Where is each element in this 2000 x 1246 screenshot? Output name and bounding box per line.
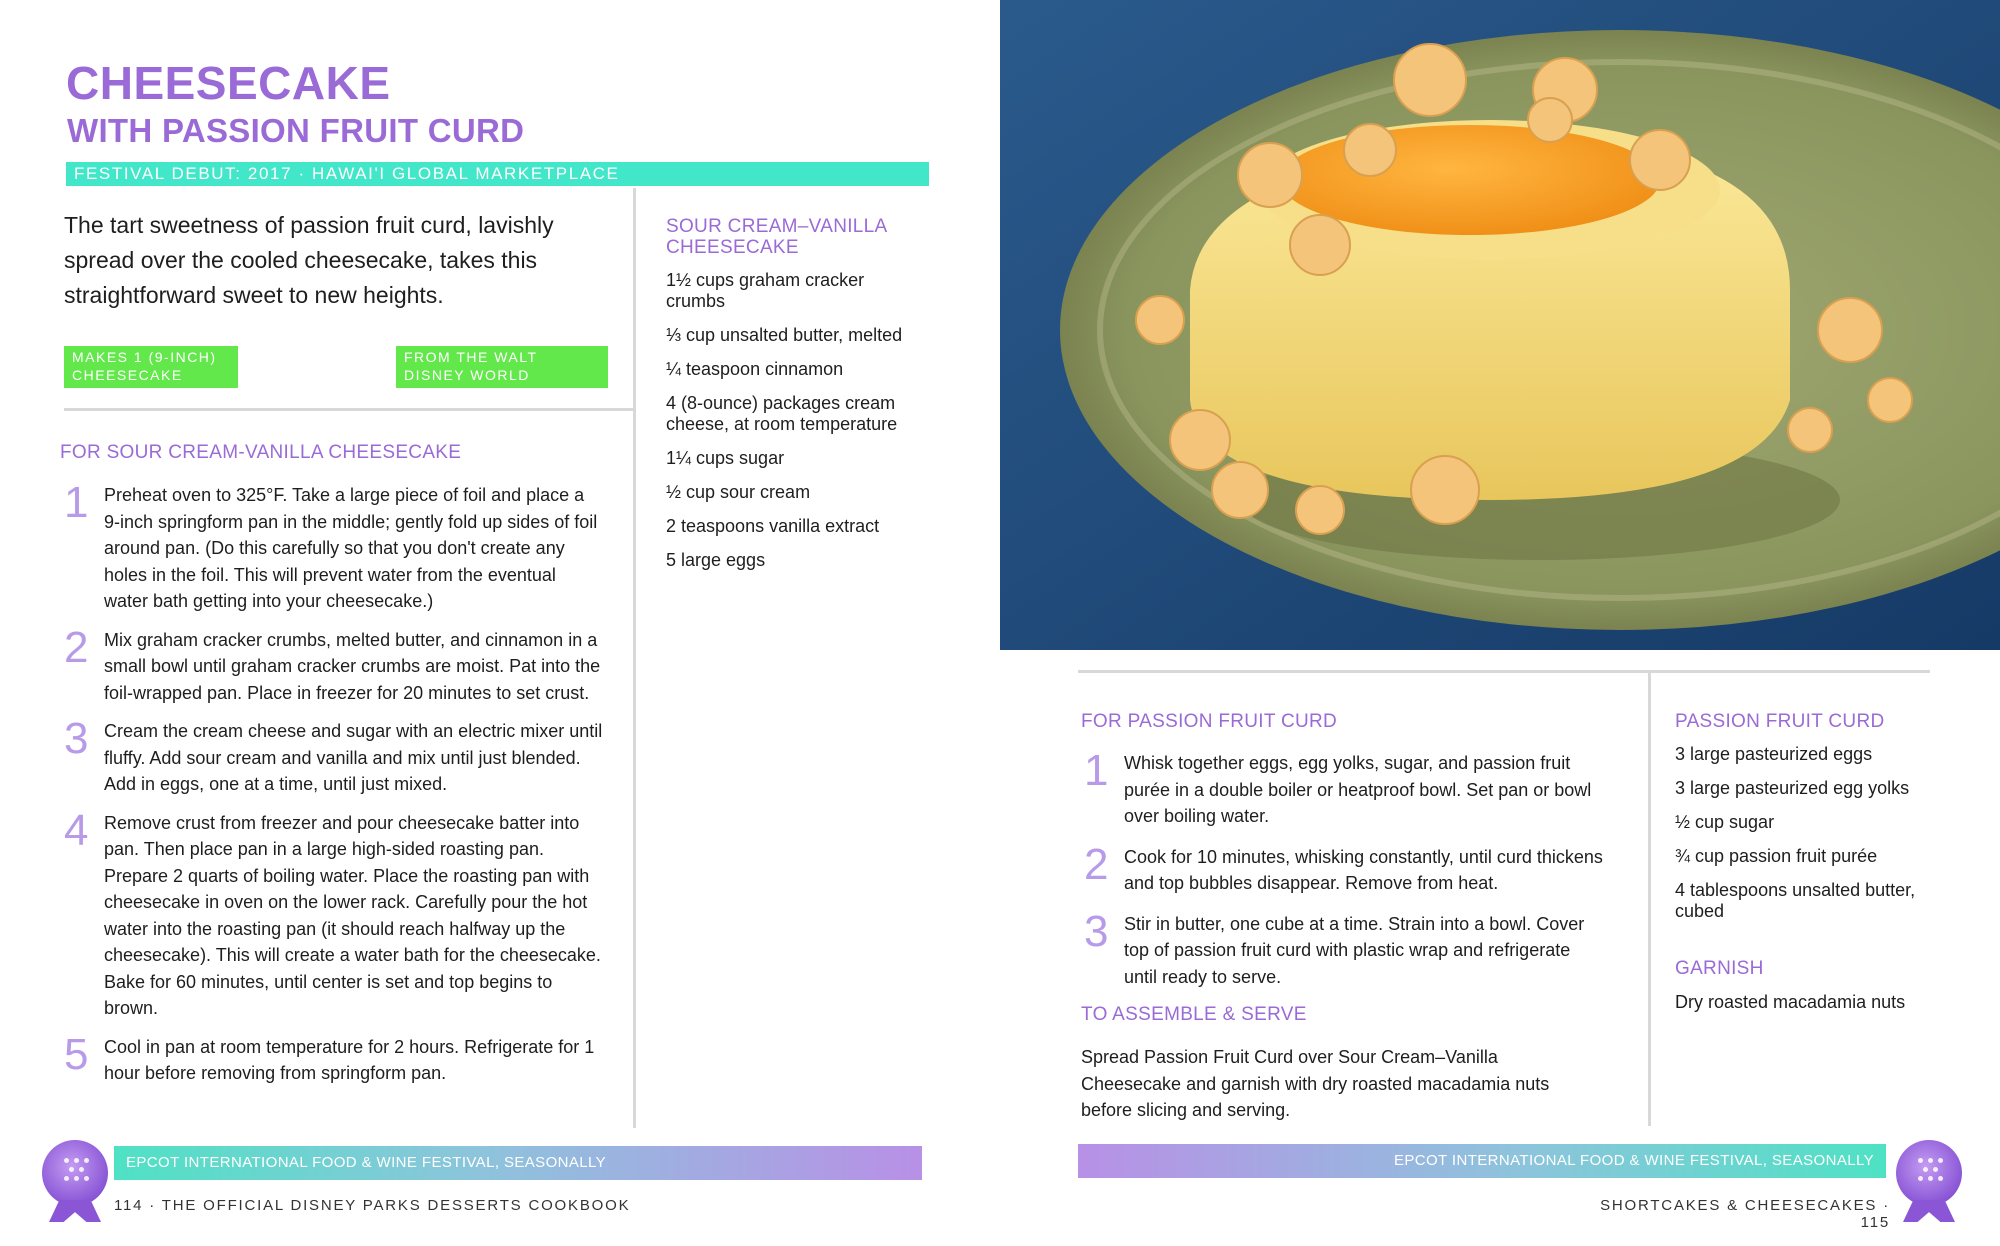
page-footer: 114 · THE OFFICIAL DISNEY PARKS DESSERTS COOKBOOK [114,1197,631,1214]
step-number: 1 [1084,746,1109,795]
curd-ingredients-heading: PASSION FRUIT CURD [1675,711,1885,732]
ingredient-item: ¾ cup passion fruit purée [1675,846,1878,866]
ingredient-item: ½ cup sour cream [666,482,811,502]
recipe-intro: The tart sweetness of passion fruit curd, lavishly spread over the cooled cheesecake, takes this straightforward sweet to new heights. [64,212,554,308]
step-item [1084,906,1604,991]
page-footer: SHORTCAKES & CHEESECAKES · 115 [1600,1197,1890,1231]
step-number: 3 [64,714,89,763]
step-number: 2 [1084,839,1109,889]
step-item [1084,746,1604,830]
curd-steps-list [1084,746,1604,990]
divider [64,408,634,411]
step-item [64,622,604,707]
step-item [1084,839,1604,897]
garnish-heading: GARNISH [1675,958,1764,979]
step-text: Cook for 10 minutes, whisking constantly, until curd thickens and top bubbles disappear. Remove from heat. [1124,846,1603,893]
ingredient-item: 4 (8-ounce) packages cream cheese, at room temperature [666,393,898,434]
step-number: 4 [64,805,89,855]
step-text: Whisk together eggs, egg yolks, sugar, and passion fruit purée in a double boiler or heatproof bowl. Set pan or bowl over boiling water. [1124,753,1592,826]
ingredient-item: ¼ teaspoon cinnamon [666,359,844,379]
step-item [64,1029,604,1087]
ingredients-heading: SOUR CREAM–VANILLA CHEESECAKE [666,216,887,258]
festival-debut-bar: FESTIVAL DEBUT: 2017 · HAWAI'I GLOBAL MARKETPLACE [66,162,929,186]
ingredient-item: 2 teaspoons vanilla extract [666,516,880,536]
ingredient-item: 1½ cups graham cracker crumbs [666,270,865,311]
step-number: 1 [64,478,89,527]
step-text: Preheat oven to 325°F. Take a large piece of foil and place a 9-inch springform pan in the middle; gently fold up sides of foil around pan. (Do this carefully so that you don't create any holes in the foil. This will prevent water from the eventual water bath getting into your cheesecake.) [104,485,598,611]
step-text: Remove crust from freezer and pour cheesecake batter into pan. Then place pan in a large high-sided roasting pan. Prepare 2 quarts of boiling water. Place the roasting pan with cheesecake in oven on the lower rack. Carefully pour the hot water into the roasting pan (it should reach halfway up the cheesecake). This will create a water bath for the cheesecake. Bake for 60 minutes, until center is set and top begins to brown. [104,812,601,1018]
ingredient-item: 3 large pasteurized eggs [1675,744,1873,764]
step-number: 5 [64,1029,89,1079]
festival-banner: EPCOT INTERNATIONAL FOOD & WINE FESTIVAL, SEASONALLY [114,1146,922,1180]
section-heading-assemble: TO ASSEMBLE & SERVE [1081,1004,1307,1025]
ingredient-item: ⅓ cup unsalted butter, melted [666,325,903,345]
cheesecake-photo [1000,0,2000,650]
yield-tag: MAKES 1 (9-INCH) CHEESECAKE [64,346,238,388]
recipe-title: CHEESECAKE [66,57,391,109]
ingredients-list [666,270,922,584]
step-item [64,714,604,798]
step-item [64,805,604,1022]
epcot-badge-icon [1894,1140,1964,1230]
column-divider [633,188,636,1128]
garnish-item: Dry roasted macadamia nuts [1675,992,1906,1012]
step-text: Mix graham cracker crumbs, melted butter, and cinnamon in a small bowl until graham cracker crumbs are moist. Pat into the foil-wrapped pan. Place in freezer for 20 minutes to set crust. [104,629,601,703]
step-text: Cool in pan at room temperature for 2 hours. Refrigerate for 1 hour before removing from springform pan. [104,1036,595,1083]
step-text: Cream the cream cheese and sugar with an electric mixer until fluffy. Add sour cream and vanilla and mix until just blended. Add in eggs, one at a time, until just mixed. [104,721,603,794]
column-divider [1648,672,1651,1126]
step-number: 3 [1084,906,1109,956]
epcot-badge-icon [40,1140,110,1230]
source-tag: FROM THE WALT DISNEY WORLD RESORT [396,346,608,388]
ingredient-item: 3 large pasteurized egg yolks [1675,778,1910,798]
festival-banner: EPCOT INTERNATIONAL FOOD & WINE FESTIVAL, SEASONALLY [1078,1144,1886,1178]
assemble-text: Spread Passion Fruit Curd over Sour Cream–Vanilla Cheesecake and garnish with dry roasted macadamia nuts before slicing and serving. [1081,1047,1550,1120]
divider [1078,670,1930,673]
step-item [64,478,604,615]
section-heading-cheesecake: FOR SOUR CREAM-VANILLA CHEESECAKE [60,442,462,463]
step-text: Stir in butter, one cube at a time. Strain into a bowl. Cover top of passion fruit curd with plastic wrap and refrigerate until ready to serve. [1124,913,1585,987]
steps-list [64,478,604,1087]
ingredient-item: 5 large eggs [666,550,766,570]
ingredient-item: ½ cup sugar [1675,812,1775,832]
step-number: 2 [64,622,89,672]
section-heading-curd: FOR PASSION FRUIT CURD [1081,711,1338,732]
ingredient-item: 1¼ cups sugar [666,448,785,468]
recipe-subtitle: WITH PASSION FRUIT CURD [67,112,525,149]
curd-ingredients-list [1675,744,1935,935]
ingredient-item: 4 tablespoons unsalted butter, cubed [1675,880,1916,921]
